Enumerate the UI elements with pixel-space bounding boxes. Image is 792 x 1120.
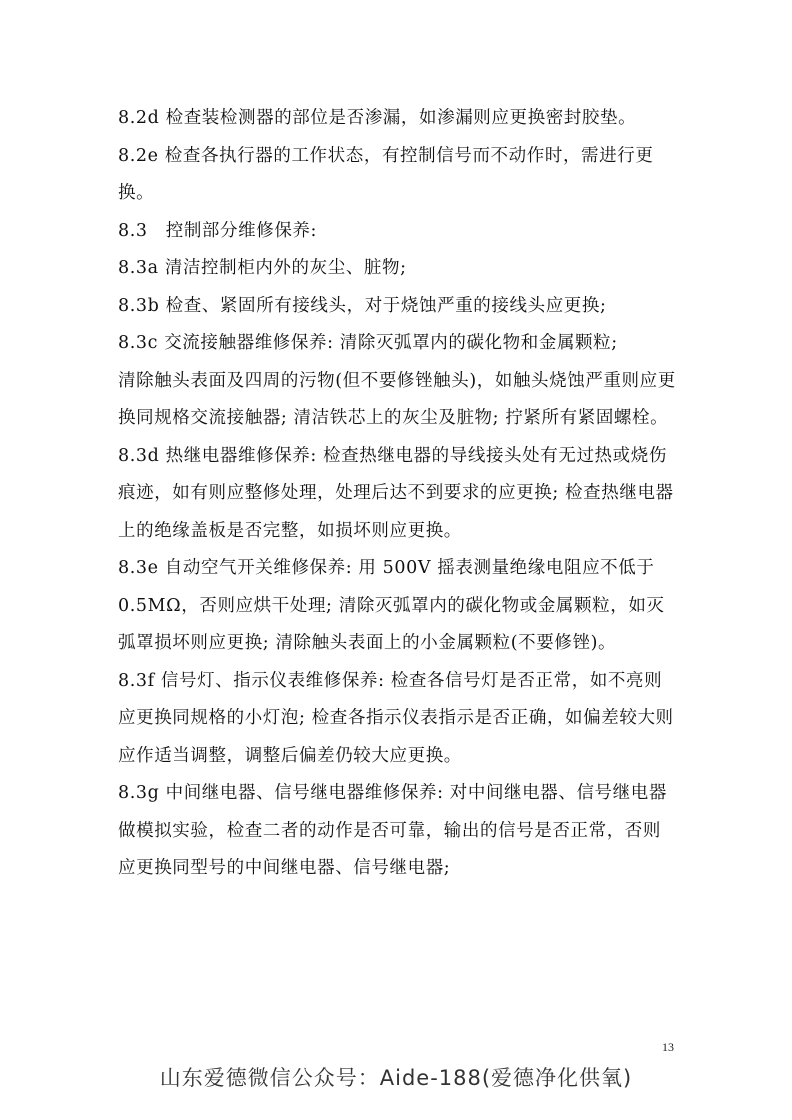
document-body	[118, 100, 678, 888]
paragraph-8-3b: 8.3b 检查、紧固所有接线头，对于烧蚀严重的接线头应更换;	[118, 295, 607, 316]
paragraph-8-3e: 8.3e 自动空气开关维修保养: 用 500V 摇表测量绝缘电阻应不低于 0.5MΩ，否则应烘干处理; 清除灭弧罩内的碳化物或金属颗粒，如灭弧罩损坏则应更换; 清除触头表面上的小金属颗粒(不要修锉)。	[118, 558, 665, 653]
paragraph-8-3d: 8.3d 热继电器维修保养: 检查热继电器的导线接头处有无过热或烧伤痕迹，如有则应整修处理，处理后达不到要求的应更换; 检查热继电器上的绝缘盖板是否完整，如损坏则应更换。	[118, 445, 674, 541]
paragraph-8-3g: 8.3g 中间继电器、信号继电器维修保养: 对中间继电器、信号继电器做模拟实验，检查二者的动作是否可靠，输出的信号是否正常，否则应更换同型号的中间继电器、信号继电器;	[118, 783, 667, 878]
page-number: 13	[662, 1040, 674, 1054]
paragraph-8-2d: 8.2d 检查装检测器的部位是否渗漏，如渗漏则应更换密封胶垫。	[118, 108, 637, 128]
paragraph-8-3c: 8.3c 交流接触器维修保养: 清除灭弧罩内的碳化物和金属颗粒;	[118, 333, 618, 353]
paragraph-8-2e: 8.2e 检查各执行器的工作状态，有控制信号而不动作时，需进行更换。	[118, 145, 654, 203]
paragraph-8-3f: 8.3f 信号灯、指示仪表维修保养: 检查各信号灯是否正常，如不亮则应更换同规格的小灯泡; 检查各指示仪表指示是否正确，如偏差较大则应作适当调整，调整后偏差仍较大应更换。	[118, 670, 674, 766]
paragraph-8-3c-continued: 清除触头表面及四周的污物(但不要修锉触头)，如触头烧蚀严重则应更换同规格交流接触器; 清洁铁芯上的灰尘及脏物; 拧紧所有紧固螺栓。	[118, 370, 676, 428]
footer-watermark-text: 山东爱德微信公众号：Aide-188(爱德净化供氧)	[159, 1066, 633, 1090]
section-heading-8-3: 8.3 控制部分维修保养:	[118, 220, 318, 241]
paragraph-8-3a: 8.3a 清洁控制柜内外的灰尘、脏物;	[118, 258, 407, 278]
